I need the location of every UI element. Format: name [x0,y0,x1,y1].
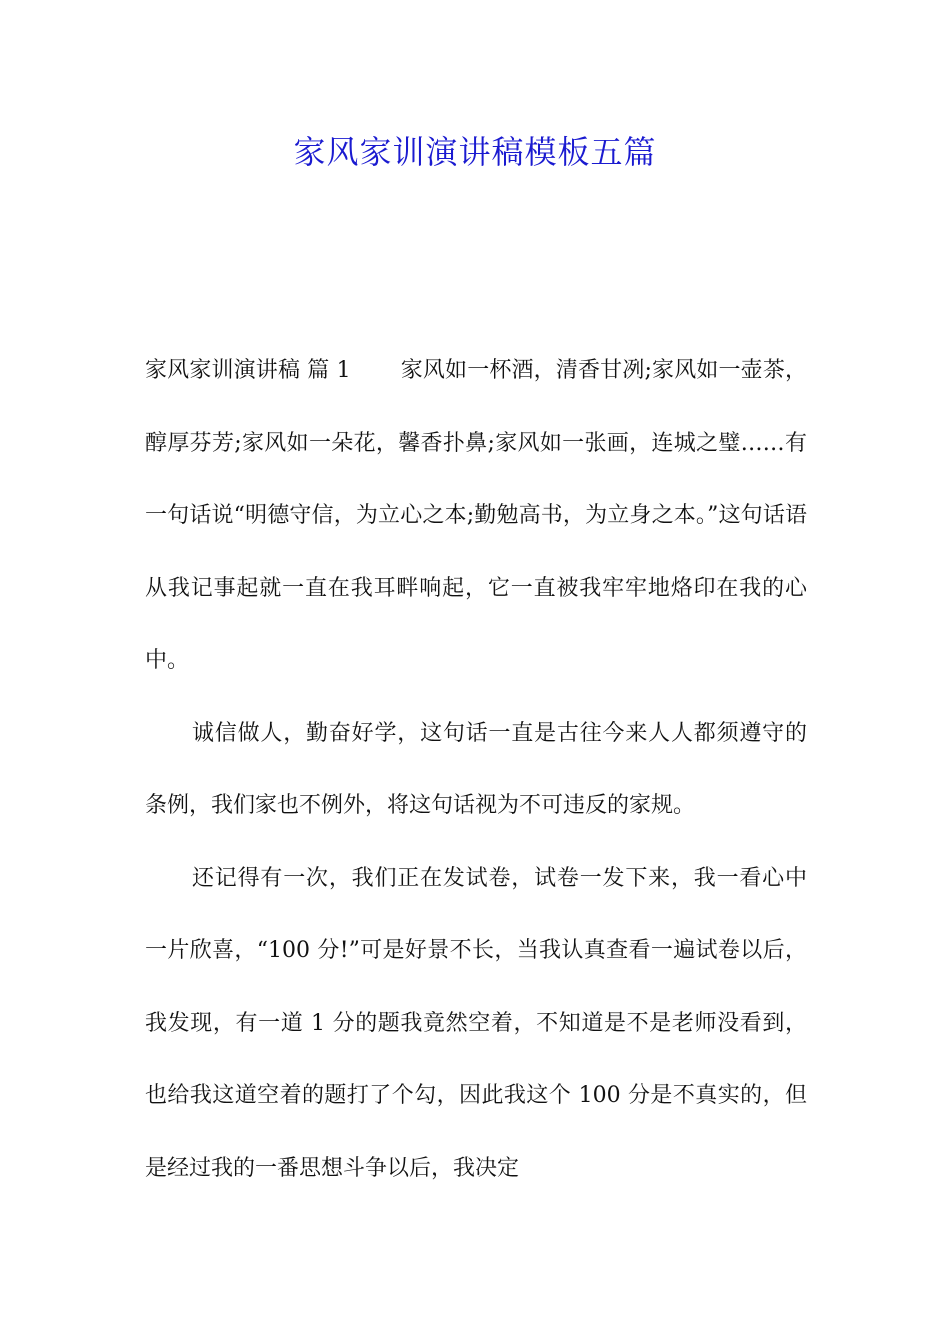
section-heading: 家风家训演讲稿 篇 1 [145,358,351,383]
paragraph-2: 诚信做人，勤奋好学，这句话一直是古往今来人人都须遵守的条例，我们家也不例外，将这句话视为不可违反的家规。 [145,720,807,818]
paragraph-1 [145,335,807,698]
paragraph-3: 还记得有一次，我们正在发试卷，试卷一发下来，我一看心中一片欣喜，“100 分!”可是好景不长，当我认真查看一遍试卷以后，我发现，有一道 1 分的题我竟然空着，不知道是不是老师没看到，也给我这道空着的题打了个勾，因此我这个 100 分是不真实的，但是经过我的一番思想斗争以后，我决定 [145,865,807,1181]
document-body [145,335,807,1205]
paragraph-1-text: 家风如一杯酒，清香甘冽;家风如一壶茶，醇厚芬芳;家风如一朵花，馨香扑鼻;家风如一张画，连城之璧……有一句话说“明德守信，为立心之本;勤勉高书，为立身之本。”这句话语从我记事起就一直在我耳畔响起，它一直被我牢牢地烙印在我的心中。 [145,358,808,673]
document-title: 家风家训演讲稿模板五篇 [293,133,657,171]
